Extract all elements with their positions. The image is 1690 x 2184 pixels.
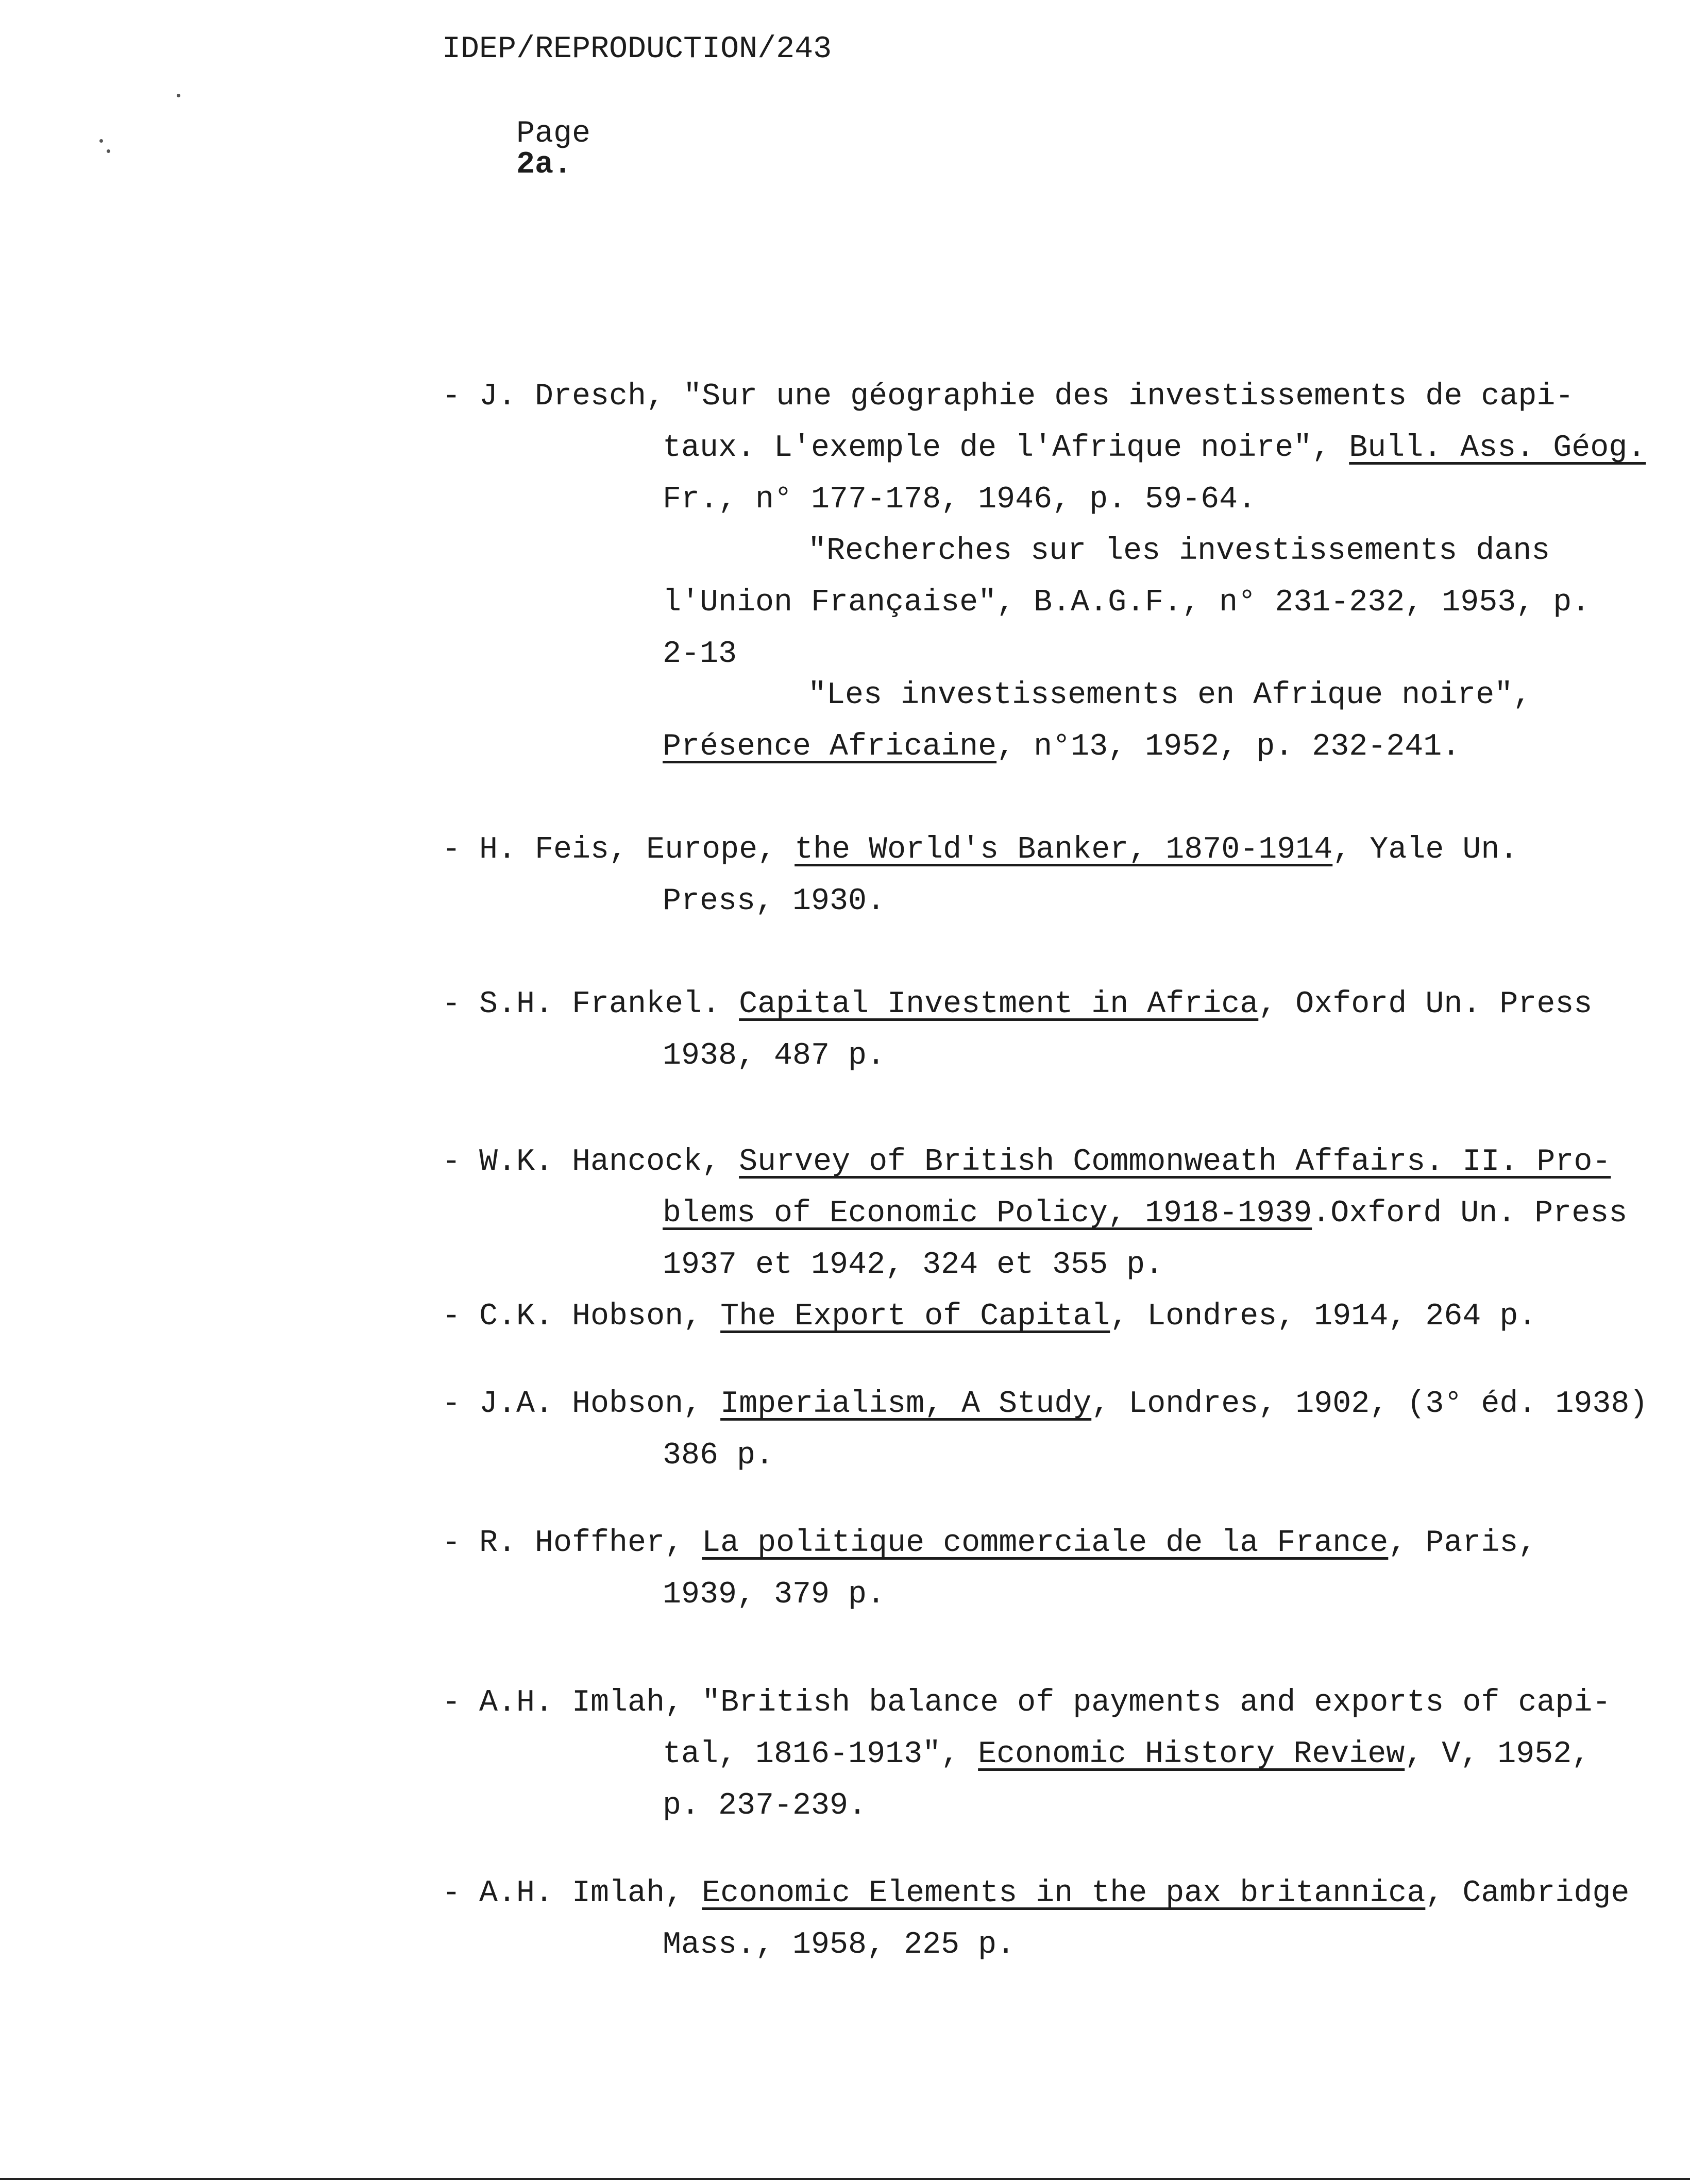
entry-text: Mass., 1958, 225 p.	[663, 1927, 1016, 1963]
entry-line	[442, 989, 1592, 1020]
entry-line	[663, 1579, 885, 1610]
entry-text: , Cambridge	[1425, 1876, 1630, 1911]
scan-speck	[99, 139, 103, 143]
underlined-title: Economic Elements in the pax britannica	[702, 1876, 1426, 1911]
entry-line	[663, 1198, 1627, 1229]
entry-line	[663, 484, 1256, 515]
entry-text: taux. L'exemple de l'Afrique noire",	[663, 431, 1349, 466]
entry-text: , V, 1952,	[1405, 1737, 1591, 1772]
entry-text: , Londres, 1902, (3° éd. 1938)	[1091, 1387, 1648, 1422]
entry-text: tal, 1816-1913",	[663, 1737, 978, 1772]
entry-line	[663, 1440, 774, 1471]
entry-line	[442, 1301, 1536, 1332]
entry-text: 1937 et 1942, 324 et 355 p.	[663, 1248, 1164, 1283]
underlined-title: Bull. Ass. Géog.	[1349, 431, 1646, 466]
underlined-title: La politique commerciale de la France	[702, 1526, 1389, 1561]
entry-text: , Londres, 1914, 264 p.	[1110, 1299, 1537, 1334]
entry-line	[663, 886, 885, 917]
underlined-title: Economic History Review	[978, 1737, 1405, 1772]
entry-text: l'Union Française", B.A.G.F., n° 231-232, 1953, p.	[663, 585, 1591, 620]
entry-line	[442, 1528, 1536, 1559]
entry-text: , Paris,	[1388, 1526, 1537, 1561]
entry-line	[442, 1687, 1611, 1718]
underlined-title: Imperialism, A Study	[720, 1387, 1092, 1422]
entry-line	[663, 731, 1460, 762]
entry-line	[442, 1878, 1629, 1909]
entry-text: , n°13, 1952, p. 232-241.	[996, 729, 1461, 764]
entry-line	[442, 1147, 1611, 1178]
entry-line	[442, 834, 1518, 865]
page-label: Page	[516, 116, 591, 151]
entry-text: 1938, 487 p.	[663, 1038, 886, 1073]
entry-text: "Recherches sur les investissements dans	[808, 534, 1550, 569]
entry-text: Fr., n° 177-178, 1946, p. 59-64.	[663, 482, 1257, 517]
document-reference: IDEP/REPRODUCTION/243	[442, 32, 832, 67]
entry-line	[663, 433, 1646, 464]
underlined-title: the World's Banker, 1870-1914	[795, 832, 1333, 867]
entry-text: p. 237-239.	[663, 1788, 867, 1823]
entry-line	[663, 1927, 1016, 1963]
entry-text: "Les investissements en Afrique noire",	[808, 678, 1532, 713]
underlined-title: The Export of Capital	[720, 1299, 1110, 1334]
underlined-title: blems of Economic Policy, 1918-1939	[663, 1196, 1312, 1231]
underlined-title: Présence Africaine	[663, 729, 997, 764]
entry-line	[442, 381, 1574, 412]
entry-text: , Yale Un.	[1332, 832, 1518, 867]
entry-text: - W.K. Hancock,	[442, 1145, 739, 1180]
entry-text: - H. Feis, Europe,	[442, 832, 795, 867]
entry-text: 1939, 379 p.	[663, 1577, 886, 1612]
entry-text: , Oxford Un. Press	[1258, 987, 1593, 1022]
entry-text: - A.H. Imlah, "British balance of payments and exports of capi-	[442, 1685, 1611, 1720]
entry-text: - J.A. Hobson,	[442, 1387, 721, 1422]
entry-line	[663, 1040, 885, 1071]
entry-line	[808, 536, 1550, 567]
entry-text: - R. Hoffher,	[442, 1526, 702, 1561]
entry-text: Press, 1930.	[663, 884, 886, 919]
entry-text: 2-13	[663, 637, 737, 672]
entry-text: 386 p.	[663, 1438, 774, 1473]
entry-text: - J. Dresch, "Sur une géographie des investissements de capi-	[442, 379, 1574, 414]
scan-speck	[107, 149, 110, 153]
entry-text: - S.H. Frankel.	[442, 987, 739, 1022]
page-number: 2a.	[516, 147, 572, 182]
entry-line	[442, 1389, 1648, 1420]
entry-text: - A.H. Imlah,	[442, 1876, 702, 1911]
entry-text: - C.K. Hobson,	[442, 1299, 721, 1334]
page-edge-line	[0, 2178, 1690, 2180]
entry-text: .Oxford Un. Press	[1312, 1196, 1628, 1231]
entry-line	[663, 1790, 867, 1821]
entry-line	[663, 1250, 1163, 1281]
entry-line	[808, 680, 1531, 711]
page-indicator	[442, 88, 590, 211]
entry-line	[663, 639, 737, 670]
entry-line	[663, 587, 1590, 618]
scan-speck	[177, 94, 180, 97]
underlined-title: Survey of British Commonweath Affairs. II. Pro-	[739, 1145, 1611, 1180]
entry-line	[663, 1739, 1590, 1770]
underlined-title: Capital Investment in Africa	[739, 987, 1259, 1022]
